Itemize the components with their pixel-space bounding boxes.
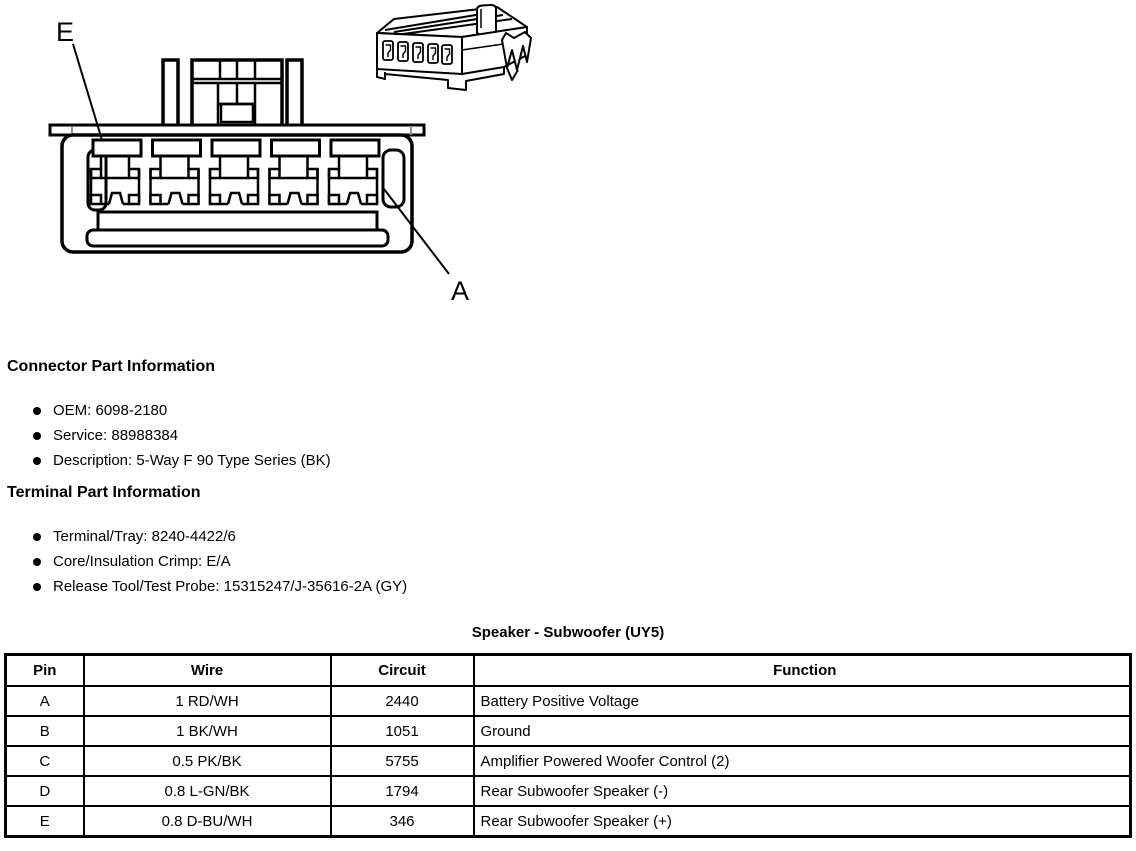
list-item [33, 574, 707, 599]
column-header-pin: Pin [6, 655, 84, 687]
cell-circuit: 1794 [331, 776, 474, 806]
bullet-icon [33, 407, 41, 415]
cell-function: Rear Subwoofer Speaker (+) [474, 806, 1131, 837]
cell-function: Battery Positive Voltage [474, 686, 1131, 716]
list-item-text: Release Tool/Test Probe: 15315247/J-35616-2A (GY) [53, 578, 408, 595]
table-row [6, 776, 1131, 806]
connector-info-list [7, 398, 707, 473]
bullet-icon [33, 583, 41, 591]
column-header-function: Function [474, 655, 1131, 687]
list-item [33, 549, 707, 574]
pinout-table [4, 653, 1132, 838]
terminal-info-heading: Terminal Part Information [7, 484, 201, 501]
list-item-text: Terminal/Tray: 8240-4422/6 [53, 528, 236, 545]
cell-circuit: 5755 [331, 746, 474, 776]
list-item [33, 448, 707, 473]
cell-function: Amplifier Powered Woofer Control (2) [474, 746, 1131, 776]
cell-pin: D [6, 776, 84, 806]
part-information [7, 357, 707, 609]
list-item [33, 398, 707, 423]
pin-label-a: A [451, 276, 470, 306]
cell-wire: 1 RD/WH [84, 686, 331, 716]
bullet-icon [33, 432, 41, 440]
list-item-text: Description: 5-Way F 90 Type Series (BK) [53, 452, 331, 469]
list-item-text: OEM: 6098-2180 [53, 402, 168, 419]
cell-wire: 0.8 D-BU/WH [84, 806, 331, 837]
table-header-row [6, 655, 1131, 687]
column-header-wire: Wire [84, 655, 331, 687]
connector-diagram [0, 0, 1136, 330]
list-item [33, 423, 707, 448]
column-header-circuit: Circuit [331, 655, 474, 687]
list-item [33, 524, 707, 549]
cell-pin: C [6, 746, 84, 776]
cell-wire: 1 BK/WH [84, 716, 331, 746]
list-item-text: Core/Insulation Crimp: E/A [53, 553, 231, 570]
cell-circuit: 346 [331, 806, 474, 837]
cell-circuit: 2440 [331, 686, 474, 716]
cell-pin: A [6, 686, 84, 716]
table-row [6, 716, 1131, 746]
connector-perspective-view [377, 5, 531, 90]
cell-wire: 0.5 PK/BK [84, 746, 331, 776]
table-row [6, 746, 1131, 776]
pin-label-e: E [56, 17, 75, 47]
cell-circuit: 1051 [331, 716, 474, 746]
cell-pin: E [6, 806, 84, 837]
bullet-icon [33, 558, 41, 566]
bullet-icon [33, 457, 41, 465]
bullet-icon [33, 533, 41, 541]
cell-function: Rear Subwoofer Speaker (-) [474, 776, 1131, 806]
cell-function: Ground [474, 716, 1131, 746]
pinout-table-title: Speaker - Subwoofer (UY5) [471, 624, 665, 641]
table-row [6, 686, 1131, 716]
terminal-info-list [7, 524, 707, 599]
list-item-text: Service: 88988384 [53, 427, 179, 444]
connector-info-heading: Connector Part Information [7, 358, 216, 375]
cell-pin: B [6, 716, 84, 746]
table-row [6, 806, 1131, 837]
cell-wire: 0.8 L-GN/BK [84, 776, 331, 806]
